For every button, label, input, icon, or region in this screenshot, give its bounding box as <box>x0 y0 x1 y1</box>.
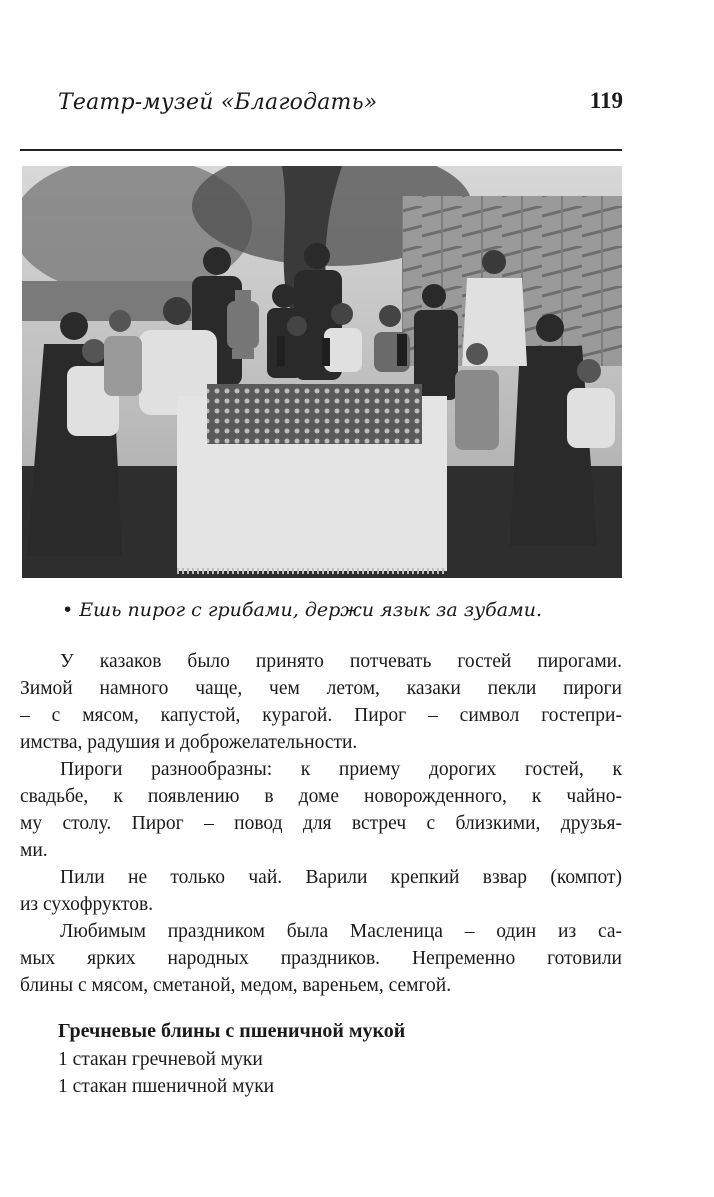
paragraph-line: Зимой намного чаще, чем летом, казаки пекли пироги <box>20 678 622 699</box>
photo-caption <box>62 599 542 621</box>
paragraph-line: из сухофруктов. <box>20 894 154 915</box>
paragraph-line: У казаков было принято потчевать гостей пирогами. <box>60 651 622 672</box>
ingredient-item: 1 стакан гречневой муки <box>58 1049 263 1070</box>
paragraph-line: Пили не только чай. Варили крепкий взвар (компот) <box>60 867 622 888</box>
running-title: Театр-музей «Благодать» <box>58 90 378 115</box>
paragraph-line: Пироги разнообразны: к приему дорогих гостей, к <box>60 759 622 780</box>
header-rule <box>20 149 622 151</box>
paragraph-line: Любимым праздником была Масленица – один из са- <box>60 921 622 942</box>
caption-text: Ешь пирог с грибами, держи язык за зубами. <box>79 599 543 621</box>
ingredient-item: 1 стакан пшеничной муки <box>58 1076 275 1097</box>
paragraph-line: ми. <box>20 840 48 861</box>
page-number: 119 <box>589 88 623 113</box>
recipe-section <box>58 1016 622 1100</box>
caption-bullet: • <box>62 599 74 621</box>
paragraph-line: – с мясом, капустой, курагой. Пирог – символ гостепри- <box>20 705 622 726</box>
paragraph-line: му столу. Пирог – повод для встреч с близкими, друзья- <box>20 813 622 834</box>
family-photo <box>22 166 622 578</box>
family-photo-image <box>22 166 622 578</box>
paragraph-line: блины с мясом, сметаной, медом, вареньем, семгой. <box>20 975 452 996</box>
paragraph-line: свадьбе, к появлению в доме новорожденного, к чайно- <box>20 786 622 807</box>
recipe-title: Гречневые блины с пшеничной мукой <box>58 1020 406 1042</box>
paragraph-line: имства, радушия и доброжелательности. <box>20 732 358 753</box>
body-text <box>20 648 622 999</box>
paragraph-line: мых ярких народных праздников. Непременно готовили <box>20 948 622 969</box>
page-header <box>58 84 623 124</box>
